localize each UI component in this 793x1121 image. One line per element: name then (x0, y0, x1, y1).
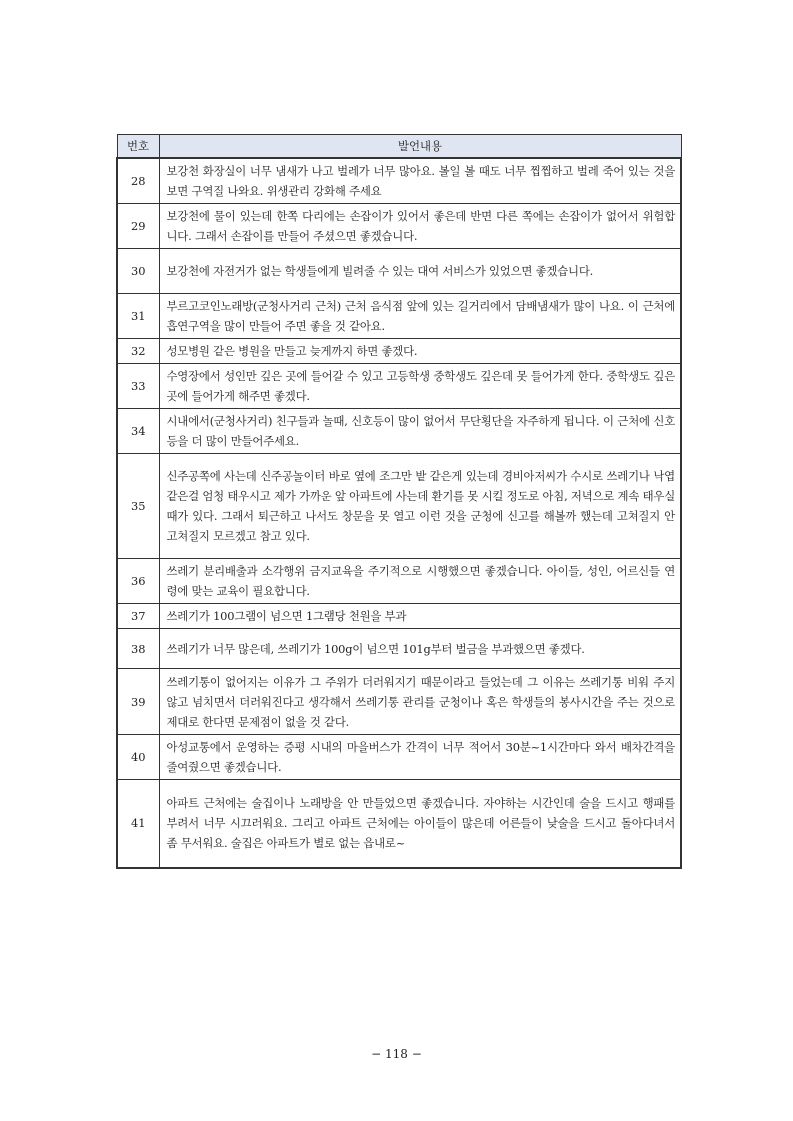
row-text: 신주공쪽에 사는데 신주공놀이터 바로 옆에 조그만 밭 같은게 있는데 경비아저씨가 수시로 쓰레기나 낙엽 같은걸 엄청 태우시고 제가 가까운 앞 아파트에 사는데 환기를 못 시킬 정도로 아침, 저녁으로 계속 태우실 때가 있다. 그래서 퇴근하고 나서도 창문을 못 열고 이런 것을 군청에 신고를 해볼까 했는데 고쳐질지 안 고쳐질지 모르겠고 참고 있다. (159, 454, 681, 559)
row-text: 쓰레기가 100그램이 넘으면 1그램당 천원을 부과 (159, 604, 681, 629)
row-number: 38 (117, 629, 159, 669)
header-content: 발언내용 (159, 135, 681, 159)
page-number: − 118 − (371, 1047, 422, 1061)
statements-table (116, 134, 682, 869)
row-number: 31 (117, 294, 159, 339)
row-text: 쓰레기 분리배출과 소각행위 금지교육을 주기적으로 시행했으면 좋겠습니다. 아이들, 성인, 어르신들 연령에 맞는 교육이 필요합니다. (159, 559, 681, 604)
table-row (117, 204, 681, 249)
table-row (117, 780, 681, 868)
row-number: 36 (117, 559, 159, 604)
table-row (117, 364, 681, 409)
table-row (117, 669, 681, 735)
row-number: 34 (117, 409, 159, 454)
row-text: 쓰레기가 너무 많은데, 쓰레기가 100g이 넘으면 101g부터 벌금을 부과했으면 좋겠다. (159, 629, 681, 669)
row-text: 시내에서(군청사거리) 친구들과 놀때, 신호등이 많이 없어서 무단횡단을 자주하게 됩니다. 이 근처에 신호등을 더 많이 만들어주세요. (159, 409, 681, 454)
table-row (117, 559, 681, 604)
row-text: 보강천에 물이 있는데 한쪽 다리에는 손잡이가 있어서 좋은데 반면 다른 쪽에는 손잡이가 없어서 위험합니다. 그래서 손잡이를 만들어 주셨으면 좋겠습니다. (159, 204, 681, 249)
row-number: 39 (117, 669, 159, 735)
table-row (117, 294, 681, 339)
row-number: 33 (117, 364, 159, 409)
row-number: 29 (117, 204, 159, 249)
row-number: 32 (117, 339, 159, 364)
table-row (117, 735, 681, 780)
table-row (117, 629, 681, 669)
row-number: 30 (117, 249, 159, 294)
row-number: 28 (117, 158, 159, 204)
table-row (117, 339, 681, 364)
row-text: 쓰레기통이 없어지는 이유가 그 주위가 더러워지기 때문이라고 들었는데 그 이유는 쓰레기통 비워 주지 않고 넘치면서 더러워진다고 생각해서 쓰레기통 관리를 군청이나 혹은 학생들의 봉사시간을 주는 것으로 제대로 한다면 문제점이 없을 것 같다. (159, 669, 681, 735)
row-number: 35 (117, 454, 159, 559)
table-row (117, 604, 681, 629)
row-text: 보강천 화장실이 너무 냄새가 나고 벌레가 너무 많아요. 볼일 볼 때도 너무 찝찝하고 벌레 죽어 있는 것을 보면 구역질 나와요. 위생관리 강화해 주세요 (159, 158, 681, 204)
row-text: 수영장에서 성인만 깊은 곳에 들어갈 수 있고 고등학생 중학생도 깊은데 못 들어가게 한다. 중학생도 깊은 곳에 들어가게 해주면 좋겠다. (159, 364, 681, 409)
table-row (117, 454, 681, 559)
row-text: 아성교통에서 운영하는 증평 시내의 마을버스가 간격이 너무 적어서 30분~1시간마다 와서 배차간격을 줄여줬으면 좋겠습니다. (159, 735, 681, 780)
row-text: 부르고코인노래방(군청사거리 근처) 근처 음식점 앞에 있는 길거리에서 담배냄새가 많이 나요. 이 근처에 흡연구역을 많이 만들어 주면 좋을 것 같아요. (159, 294, 681, 339)
row-text: 아파트 근처에는 술집이나 노래방을 안 만들었으면 좋겠습니다. 자야하는 시간인데 술을 드시고 행패를 부려서 너무 시끄러워요. 그리고 아파트 근처에는 아이들이 많은데 어른들이 낮술을 드시고 돌아다녀서 좀 무서워요. 술집은 아파트가 별로 없는 읍내로~ (159, 780, 681, 868)
table-row (117, 249, 681, 294)
header-number: 번호 (117, 135, 159, 159)
table-row (117, 158, 681, 204)
table-row (117, 409, 681, 454)
row-text: 보강천에 자전거가 없는 학생들에게 빌려줄 수 있는 대여 서비스가 있었으면 좋겠습니다. (159, 249, 681, 294)
row-text: 성모병원 같은 병원을 만들고 늦게까지 하면 좋겠다. (159, 339, 681, 364)
row-number: 40 (117, 735, 159, 780)
table-header-row (117, 135, 681, 159)
row-number: 37 (117, 604, 159, 629)
row-number: 41 (117, 780, 159, 868)
